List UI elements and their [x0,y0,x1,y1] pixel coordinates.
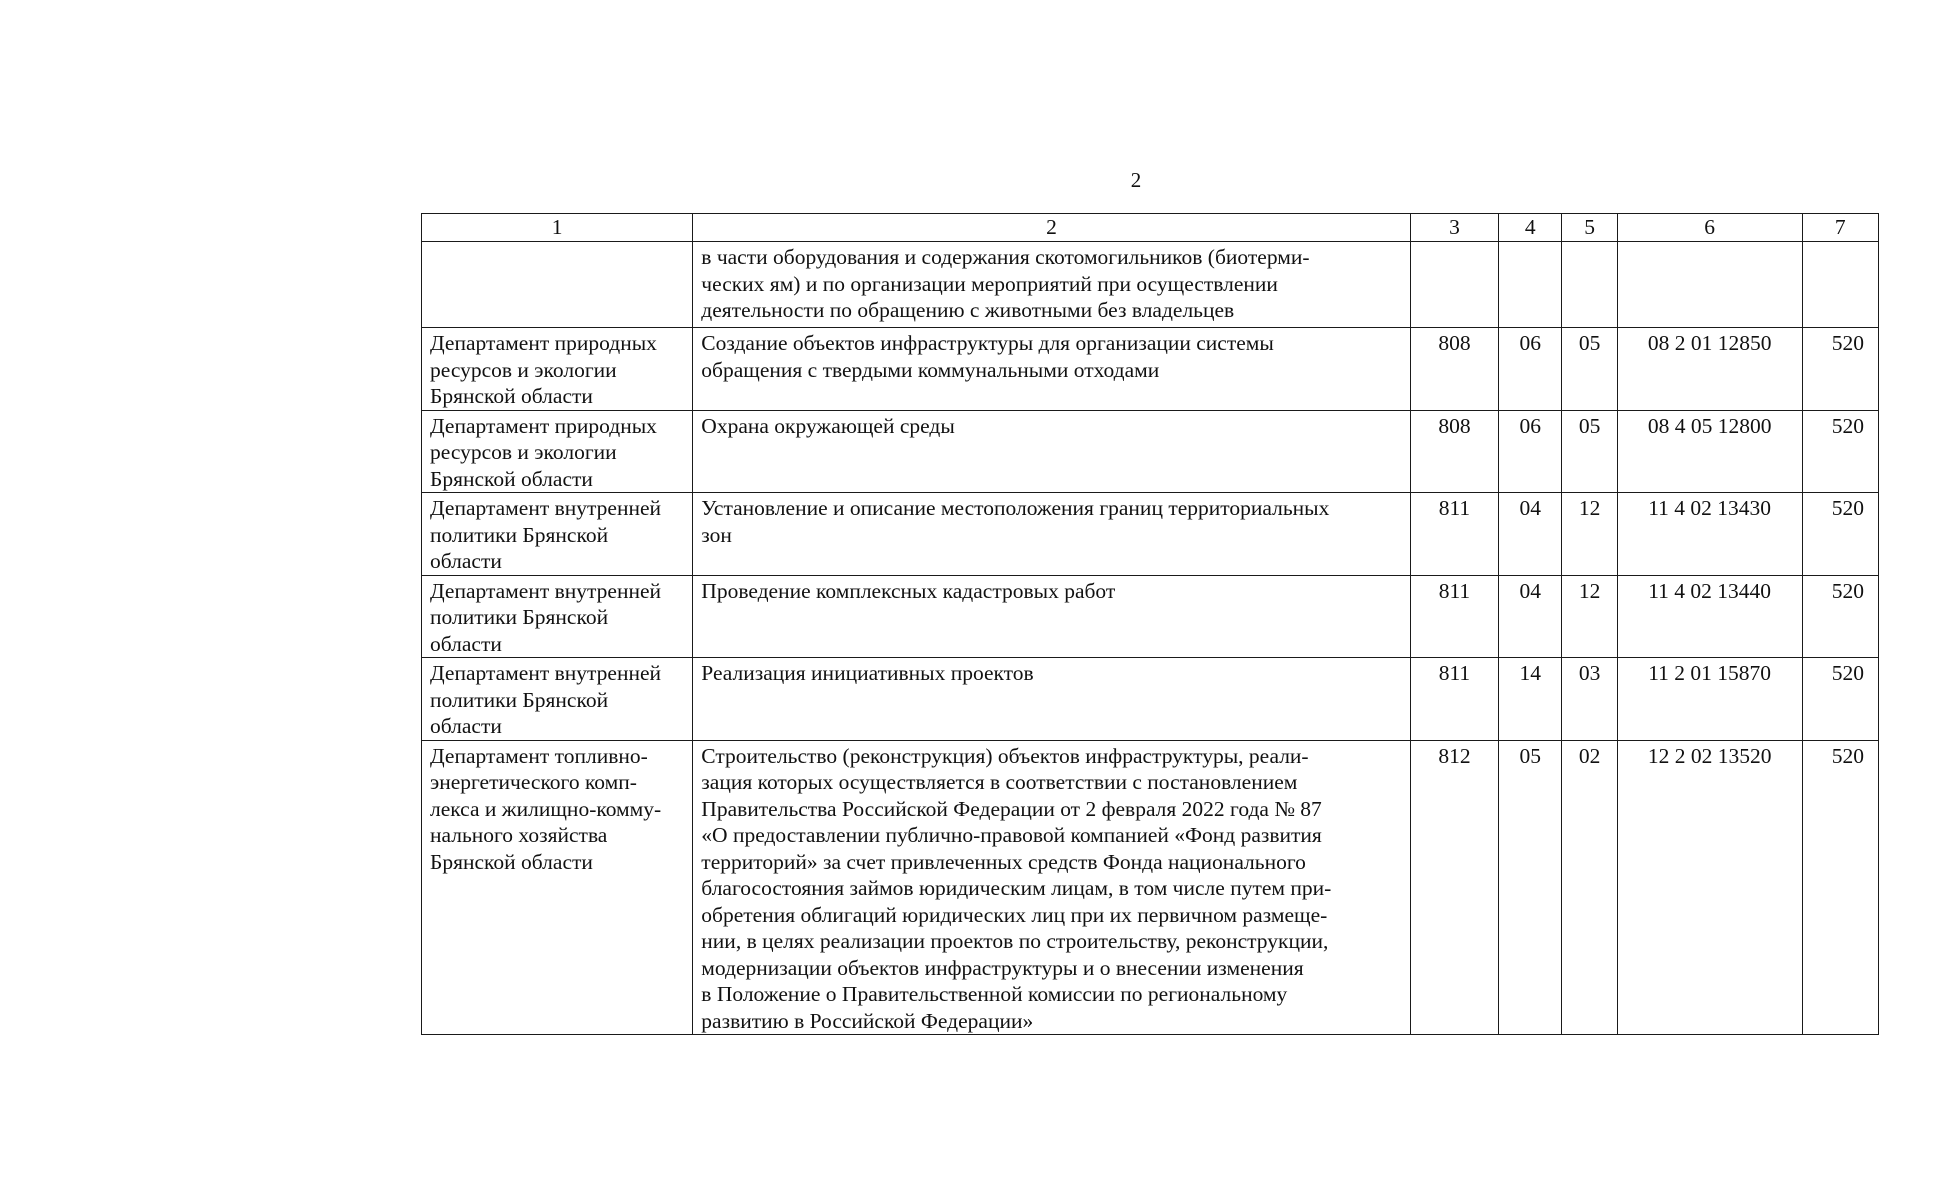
department-cell: Департамент внутренней политики Брянской области [422,575,693,658]
table-row [422,328,1879,411]
code-cell-4: 04 [1499,575,1562,658]
header-col-6: 6 [1617,214,1802,242]
header-row [422,214,1879,242]
department-cell: Департамент природных ресурсов и экологии Брянской области [422,328,693,411]
code-cell-7: 520 [1802,410,1878,493]
purpose-cell: Охрана окружающей среды [693,410,1410,493]
header-col-7: 7 [1802,214,1878,242]
code-cell-6: 11 4 02 13440 [1617,575,1802,658]
code-cell-4: 14 [1499,658,1562,741]
department-cell: Департамент природных ресурсов и экологии Брянской области [422,410,693,493]
purpose-cell: Установление и описание местоположения границ территориальных зон [693,493,1410,576]
page-number: 2 [1130,168,1142,192]
code-cell-3: 808 [1410,410,1498,493]
table-row [422,575,1879,658]
code-cell-7: 520 [1802,493,1878,576]
code-cell-5 [1562,242,1617,328]
code-cell-3: 811 [1410,658,1498,741]
purpose-cell: в части оборудования и содержания скотомогильников (биотерми- ческих ям) и по организации мероприятий при осуществлении деятельности по обращению с животными без владельцев [693,242,1410,328]
code-cell-3: 808 [1410,328,1498,411]
header-col-5: 5 [1562,214,1617,242]
code-cell-5: 12 [1562,575,1617,658]
department-cell: Департамент внутренней политики Брянской области [422,493,693,576]
code-cell-6: 08 4 05 12800 [1617,410,1802,493]
table-row [422,493,1879,576]
header-col-1: 1 [422,214,693,242]
department-cell: Департамент внутренней политики Брянской области [422,658,693,741]
code-cell-3: 811 [1410,493,1498,576]
purpose-cell: Реализация инициативных проектов [693,658,1410,741]
code-cell-6: 08 2 01 12850 [1617,328,1802,411]
code-cell-7: 520 [1802,575,1878,658]
code-cell-4 [1499,242,1562,328]
table-row [422,658,1879,741]
code-cell-3: 811 [1410,575,1498,658]
code-cell-7: 520 [1802,740,1878,1035]
table-row [422,242,1879,328]
code-cell-5: 05 [1562,410,1617,493]
code-cell-5: 02 [1562,740,1617,1035]
table-row [422,410,1879,493]
code-cell-5: 12 [1562,493,1617,576]
purpose-cell: Строительство (реконструкция) объектов инфраструктуры, реали- зация которых осуществляется в соответствии с постановлением Правительства Российской Федерации от 2 февраля 2022 года № 87 «О предоставлении публично-правовой компанией «Фонд развития территорий» за счет привлеченных средств Фонда национального благосостояния займов юридическим лицам, в том числе путем при- обретения облигаций юридических лиц при их первичном размеще- нии, в целях реализации проектов по строительству, реконструкции, модернизации объектов инфраструктуры и о внесении изменения в Положение о Правительственной комиссии по региональному развитию в Российской Федерации» [693,740,1410,1035]
code-cell-4: 04 [1499,493,1562,576]
code-cell-6: 11 2 01 15870 [1617,658,1802,741]
code-cell-3: 812 [1410,740,1498,1035]
code-cell-6: 12 2 02 13520 [1617,740,1802,1035]
code-cell-6 [1617,242,1802,328]
header-col-2: 2 [693,214,1410,242]
table-body [422,242,1879,1035]
table-header [422,214,1879,242]
header-col-4: 4 [1499,214,1562,242]
purpose-cell: Проведение комплексных кадастровых работ [693,575,1410,658]
code-cell-3 [1410,242,1498,328]
code-cell-6: 11 4 02 13430 [1617,493,1802,576]
code-cell-7 [1802,242,1878,328]
department-cell: Департамент топливно- энергетического комп- лекса и жилищно-комму- нального хозяйства Брянской области [422,740,693,1035]
department-cell [422,242,693,328]
code-cell-5: 05 [1562,328,1617,411]
code-cell-7: 520 [1802,328,1878,411]
code-cell-4: 05 [1499,740,1562,1035]
code-cell-5: 03 [1562,658,1617,741]
code-cell-4: 06 [1499,410,1562,493]
code-cell-7: 520 [1802,658,1878,741]
purpose-cell: Создание объектов инфраструктуры для организации системы обращения с твердыми коммунальными отходами [693,328,1410,411]
table-row [422,740,1879,1035]
code-cell-4: 06 [1499,328,1562,411]
header-col-3: 3 [1410,214,1498,242]
budget-table [421,213,1879,1035]
